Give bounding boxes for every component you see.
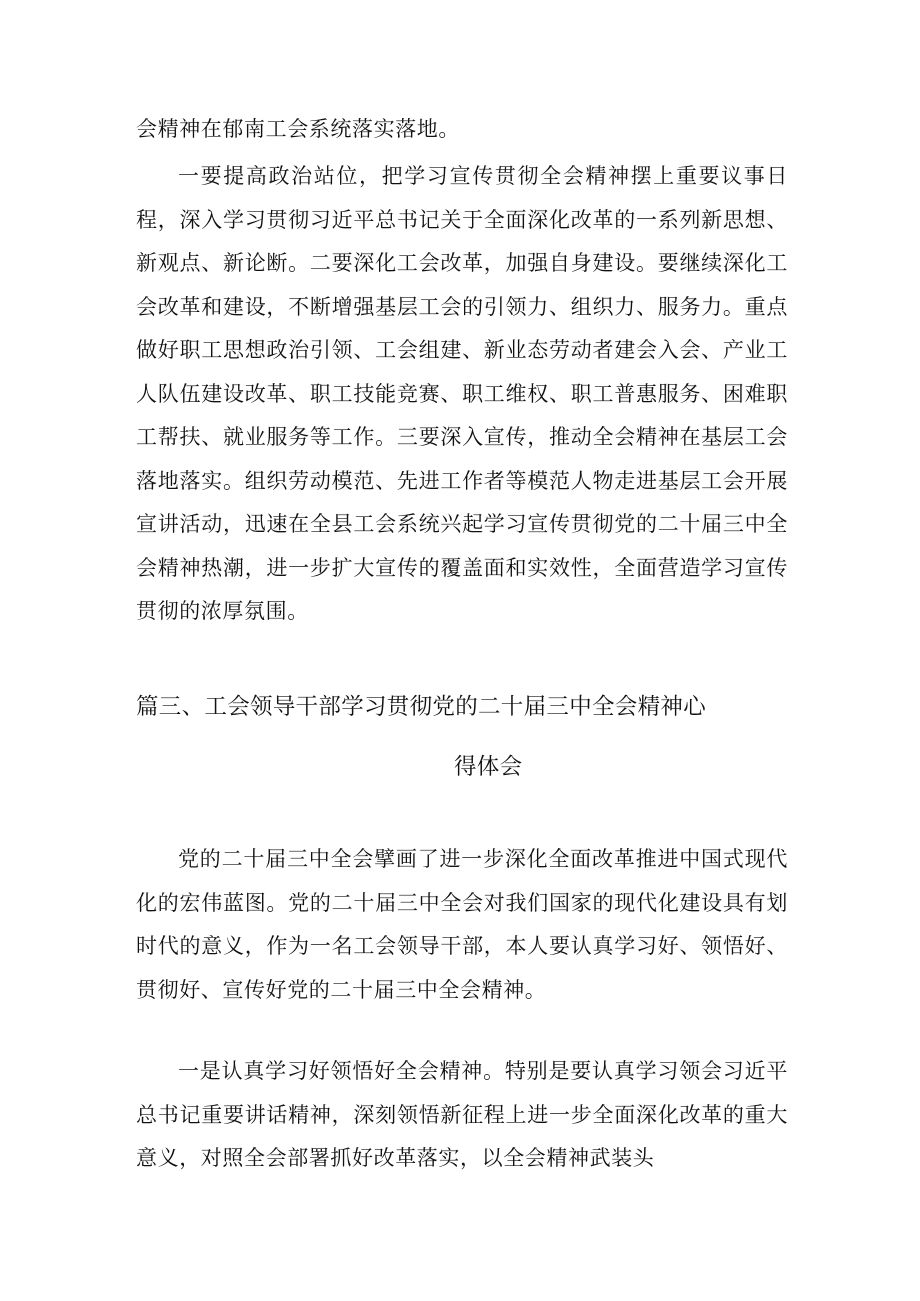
- paragraph-point-one: 一是认真学习好领悟好全会精神。特别是要认真学习领会习近平总书记重要讲话精神，深刻领悟新征程上进一步全面深化改革的重大意义，对照全会部署抓好改革落实，以全会精神武装头: [136, 1059, 788, 1170]
- paragraph-continuation: 会精神在郁南工会系统落实落地。: [136, 117, 460, 141]
- section-heading-line-2: 得体会: [454, 754, 523, 780]
- section-heading-line-1: 篇三、工会领导干部学习贯彻党的二十届三中全会精神心: [136, 694, 707, 720]
- paragraph-three-requirements: 一要提高政治站位，把学习宣传贯彻全会精神摆上重要议事日程，深入学习贯彻习近平总书记关于全面深化改革的一系列新思想、新观点、新论断。二要深化工会改革，加强自身建设。要继续深化工会改革和建设，不断增强基层工会的引领力、组织力、服务力。重点做好职工思想政治引领、工会组建、新业态劳动者建会入会、产业工人队伍建设改革、职工技能竞赛、职工维权、职工普惠服务、困难职工帮扶、就业服务等工作。三要深入宣传，推动全会精神在基层工会落地落实。组织劳动模范、先进工作者等模范人物走进基层工会开展宣讲活动，迅速在全县工会系统兴起学习宣传贯彻党的二十届三中全会精神热潮，进一步扩大宣传的覆盖面和实效性，全面营造学习宣传贯彻的浓厚氛围。: [136, 164, 788, 623]
- paragraph-intro: 党的二十届三中全会擘画了进一步深化全面改革推进中国式现代化的宏伟蓝图。党的二十届三中全会对我们国家的现代化建设具有划时代的意义，作为一名工会领导干部，本人要认真学习好、领悟好、贯彻好、宣传好党的二十届三中全会精神。: [136, 847, 788, 1002]
